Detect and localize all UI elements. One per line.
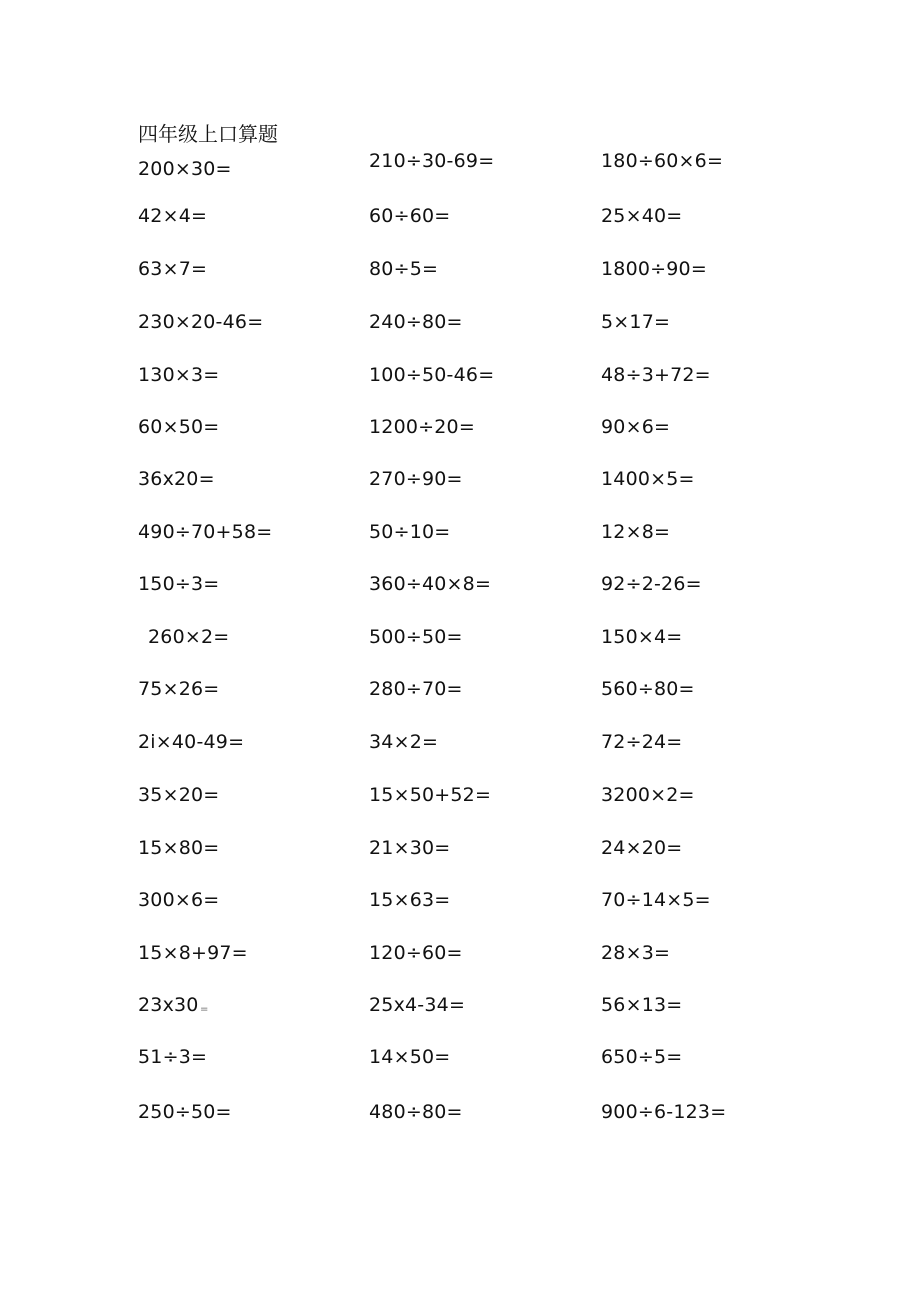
- problem: 230×20-46=: [138, 311, 264, 333]
- problem: 12×8=: [601, 521, 671, 543]
- problem: 260×2=: [148, 626, 230, 648]
- problem: 35×20=: [138, 784, 220, 806]
- problem: 34×2=: [369, 731, 439, 753]
- problem: 360÷40×8=: [369, 573, 492, 595]
- problem: 50÷10=: [369, 521, 451, 543]
- faint-equals-mark: =: [200, 1004, 209, 1015]
- problem: 75×26=: [138, 678, 220, 700]
- problem: 200×30=: [138, 158, 232, 180]
- problem: 48÷3+72=: [601, 364, 711, 386]
- problem: 300×6=: [138, 889, 220, 911]
- problem: 25×40=: [601, 205, 683, 227]
- problem: 15×80=: [138, 837, 220, 859]
- problem: 25x4-34=: [369, 994, 466, 1016]
- problem: 210÷30-69=: [369, 150, 495, 172]
- problem: 42×4=: [138, 205, 208, 227]
- problem: 15×63=: [369, 889, 451, 911]
- problem: 5×17=: [601, 311, 671, 333]
- problem: 60×50=: [138, 416, 220, 438]
- problem: 51÷3=: [138, 1046, 208, 1068]
- problem: 63×7=: [138, 258, 208, 280]
- problem: 480÷80=: [369, 1101, 463, 1123]
- problem: 56×13=: [601, 994, 683, 1016]
- worksheet-title: 四年级上口算题: [138, 122, 278, 146]
- problem: 28×3=: [601, 942, 671, 964]
- problem: 36x20=: [138, 468, 215, 490]
- problem: 60÷60=: [369, 205, 451, 227]
- problem: 150×4=: [601, 626, 683, 648]
- problem: 92÷2-26=: [601, 573, 702, 595]
- problem: 15×8+97=: [138, 942, 248, 964]
- problem: 15×50+52=: [369, 784, 492, 806]
- problem: 1800÷90=: [601, 258, 707, 280]
- problem: 280÷70=: [369, 678, 463, 700]
- problem: 560÷80=: [601, 678, 695, 700]
- problem: 500÷50=: [369, 626, 463, 648]
- problem: 70÷14×5=: [601, 889, 711, 911]
- problem: 150÷3=: [138, 573, 220, 595]
- problem: 650÷5=: [601, 1046, 683, 1068]
- problem: 900÷6-123=: [601, 1101, 727, 1123]
- problem: 23x30: [138, 994, 199, 1016]
- problem: 72÷24=: [601, 731, 683, 753]
- problem: 24×20=: [601, 837, 683, 859]
- problem: 120÷60=: [369, 942, 463, 964]
- problem: 250÷50=: [138, 1101, 232, 1123]
- problem: 490÷70+58=: [138, 521, 273, 543]
- problem: 2i×40-49=: [138, 731, 245, 753]
- problem: 1200÷20=: [369, 416, 475, 438]
- problem: 270÷90=: [369, 468, 463, 490]
- problem: 100÷50-46=: [369, 364, 495, 386]
- problem: 1400×5=: [601, 468, 695, 490]
- problem: 180÷60×6=: [601, 150, 724, 172]
- problem: 14×50=: [369, 1046, 451, 1068]
- problem: 3200×2=: [601, 784, 695, 806]
- problem: 130×3=: [138, 364, 220, 386]
- problem: 80÷5=: [369, 258, 439, 280]
- problem: 21×30=: [369, 837, 451, 859]
- problem: 90×6=: [601, 416, 671, 438]
- problem: 240÷80=: [369, 311, 463, 333]
